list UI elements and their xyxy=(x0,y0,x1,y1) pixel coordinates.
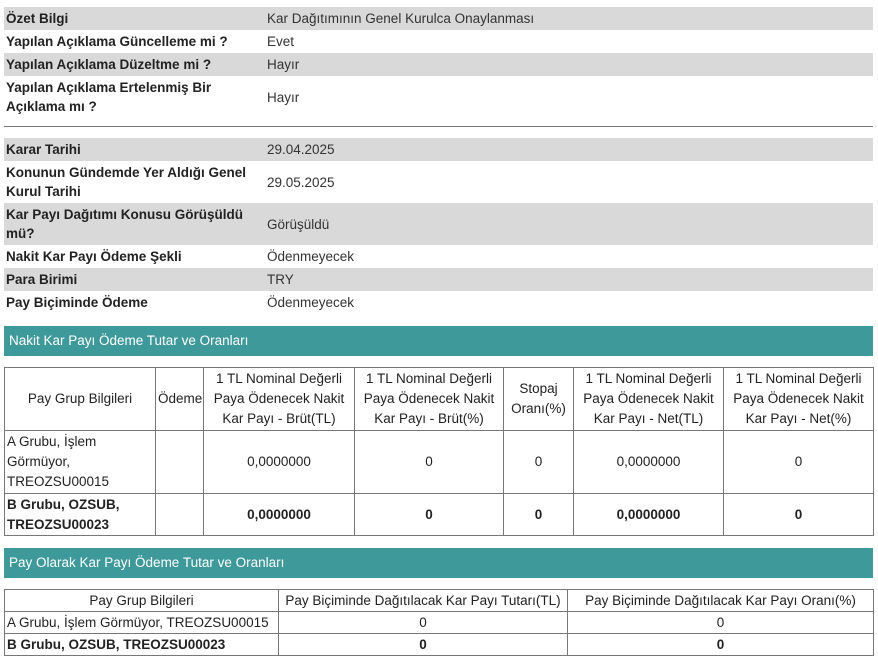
table-header-row xyxy=(5,590,874,612)
summary-label: Yapılan Açıklama Ertelenmiş Bir Açıklama mı ? xyxy=(4,76,265,118)
summary-value: Hayır xyxy=(265,53,873,76)
summary-row xyxy=(4,7,873,30)
detail-row xyxy=(4,161,873,203)
summary-row xyxy=(4,76,873,118)
detail-label: Kar Payı Dağıtımı Konusu Görüşüldü mü? xyxy=(4,203,265,245)
summary-label: Özet Bilgi xyxy=(4,7,265,30)
detail-value: TRY xyxy=(265,268,873,291)
table-cell: 0,0000000 xyxy=(204,494,355,536)
table-cell: 0 xyxy=(355,431,504,494)
table-cell: 0 xyxy=(504,431,574,494)
summary-value: Evet xyxy=(265,30,873,53)
share-dividend-section-header: Pay Olarak Kar Payı Ödeme Tutar ve Oranları xyxy=(4,548,873,578)
table-cell xyxy=(156,431,204,494)
column-header: Ödeme xyxy=(156,368,204,431)
summary-value: Hayır xyxy=(265,76,873,118)
table-cell: 0 xyxy=(568,612,874,634)
summary-label: Yapılan Açıklama Güncelleme mi ? xyxy=(4,30,265,53)
summary-table xyxy=(4,7,873,118)
table-cell: A Grubu, İşlem Görmüyor, TREOZSU00015 xyxy=(5,431,156,494)
column-header: 1 TL Nominal Değerli Paya Ödenecek Nakit Kar Payı - Brüt(%) xyxy=(355,368,504,431)
column-header: Stopaj Oranı(%) xyxy=(504,368,574,431)
table-row xyxy=(5,494,874,536)
detail-label: Nakit Kar Payı Ödeme Şekli xyxy=(4,245,265,268)
detail-value: Ödenmeyecek xyxy=(265,291,873,314)
disclosure-content xyxy=(4,7,873,656)
detail-label: Para Birimi xyxy=(4,268,265,291)
column-header: 1 TL Nominal Değerli Paya Ödenecek Nakit Kar Payı - Net(%) xyxy=(724,368,874,431)
table-cell: 0 xyxy=(355,494,504,536)
detail-row xyxy=(4,268,873,291)
detail-row xyxy=(4,245,873,268)
column-header: Pay Biçiminde Dağıtılacak Kar Payı Oranı(%) xyxy=(568,590,874,612)
table-cell: B Grubu, OZSUB, TREOZSU00023 xyxy=(5,634,279,656)
summary-row xyxy=(4,30,873,53)
column-header: 1 TL Nominal Değerli Paya Ödenecek Nakit Kar Payı - Brüt(TL) xyxy=(204,368,355,431)
column-header: Pay Biçiminde Dağıtılacak Kar Payı Tutarı(TL) xyxy=(279,590,568,612)
table-cell: B Grubu, OZSUB, TREOZSU00023 xyxy=(5,494,156,536)
divider xyxy=(4,126,873,127)
column-header: Pay Grup Bilgileri xyxy=(5,590,279,612)
detail-value: 29.04.2025 xyxy=(265,138,873,161)
details-table xyxy=(4,138,873,314)
share-dividend-table xyxy=(4,589,874,656)
summary-label: Yapılan Açıklama Düzeltme mi ? xyxy=(4,53,265,76)
cash-dividend-table xyxy=(4,367,874,536)
detail-value: 29.05.2025 xyxy=(265,161,873,203)
table-row xyxy=(5,431,874,494)
detail-row xyxy=(4,203,873,245)
summary-row xyxy=(4,53,873,76)
table-cell xyxy=(156,494,204,536)
summary-value: Kar Dağıtımının Genel Kurulca Onaylanması xyxy=(265,7,873,30)
table-row xyxy=(5,612,874,634)
table-cell: 0 xyxy=(279,612,568,634)
detail-row xyxy=(4,291,873,314)
detail-value: Ödenmeyecek xyxy=(265,245,873,268)
table-header-row xyxy=(5,368,874,431)
table-cell: 0 xyxy=(568,634,874,656)
table-cell: 0 xyxy=(724,431,874,494)
detail-label: Pay Biçiminde Ödeme xyxy=(4,291,265,314)
table-row xyxy=(5,634,874,656)
detail-value: Görüşüldü xyxy=(265,203,873,245)
table-cell: 0 xyxy=(279,634,568,656)
table-cell: 0 xyxy=(724,494,874,536)
table-cell: A Grubu, İşlem Görmüyor, TREOZSU00015 xyxy=(5,612,279,634)
table-cell: 0 xyxy=(504,494,574,536)
column-header: 1 TL Nominal Değerli Paya Ödenecek Nakit Kar Payı - Net(TL) xyxy=(574,368,724,431)
detail-label: Karar Tarihi xyxy=(4,138,265,161)
cash-dividend-section-header: Nakit Kar Payı Ödeme Tutar ve Oranları xyxy=(4,326,873,356)
table-cell: 0,0000000 xyxy=(574,494,724,536)
detail-row xyxy=(4,138,873,161)
column-header: Pay Grup Bilgileri xyxy=(5,368,156,431)
table-cell: 0,0000000 xyxy=(204,431,355,494)
detail-label: Konunun Gündemde Yer Aldığı Genel Kurul Tarihi xyxy=(4,161,265,203)
table-cell: 0,0000000 xyxy=(574,431,724,494)
